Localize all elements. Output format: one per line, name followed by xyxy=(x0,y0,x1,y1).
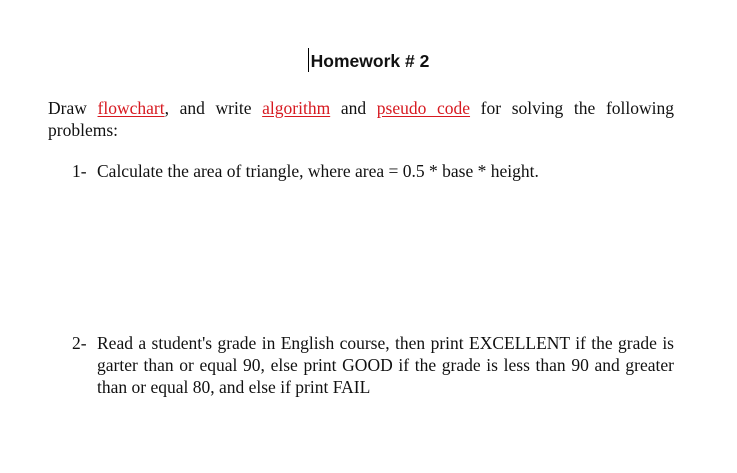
problem-text-2: Read a student's grade in English course, then print EXCELLENT if the grade is garter than or equal 90, else print GOOD if the grade is less than 90 and greater than or equal 80, and else if print FAIL xyxy=(97,333,674,397)
problem-item-2[interactable] xyxy=(72,332,674,398)
flowchart-word[interactable]: flowchart xyxy=(97,98,165,118)
page-title[interactable]: Homework # 2 xyxy=(310,51,430,71)
intro-text-1: Draw xyxy=(48,98,98,118)
pseudo-code-word[interactable]: pseudo code xyxy=(376,98,471,118)
text-cursor xyxy=(308,48,309,72)
intro-text-4: for solving the following problems: xyxy=(48,98,674,140)
problem-number-2: 2- xyxy=(72,333,87,353)
problem-text-1: Calculate the area of triangle, where area = 0.5 * base * height. xyxy=(97,161,539,181)
algorithm-word[interactable]: algorithm xyxy=(262,98,331,118)
intro-text-2: , and write xyxy=(164,98,263,118)
problem-number-1: 1- xyxy=(72,161,87,181)
intro-text-3: and xyxy=(330,98,377,118)
intro-paragraph[interactable] xyxy=(48,97,674,141)
problem-item-1[interactable] xyxy=(72,160,674,182)
title-line xyxy=(0,48,737,72)
